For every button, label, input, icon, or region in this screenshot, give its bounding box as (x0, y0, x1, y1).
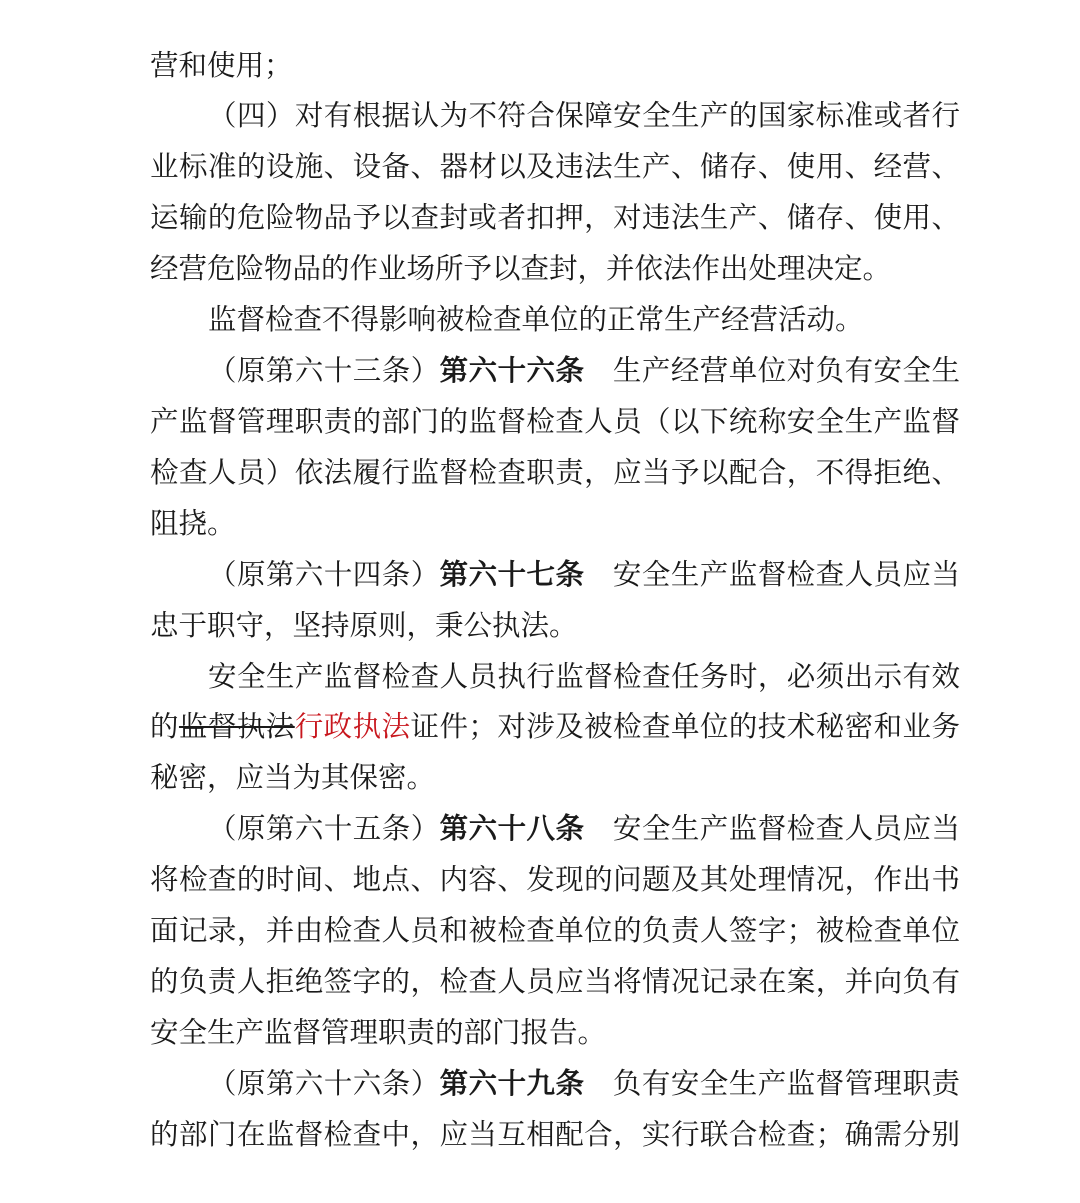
amended-line (150, 707, 960, 747)
article-number: 第六十六条 (439, 354, 585, 387)
deleted-text: 监督执法 (178, 710, 295, 743)
original-article-ref: （原第六十四条） (208, 558, 440, 591)
text-line: 安全生产监督管理职责的部门报告。 (150, 1016, 607, 1049)
article-number: 第六十七条 (439, 558, 585, 591)
original-article-ref: （原第六十六条） (208, 1067, 440, 1100)
text-line: 营和使用； (150, 49, 293, 82)
original-article-ref: （原第六十五条） (208, 812, 440, 845)
text-line: 的负责人拒绝签字的，检查人员应当将情况记录在案，并向负有 (150, 965, 960, 998)
text-segment: 的 (150, 710, 179, 743)
text-line: 安全生产监督检查人员执行监督检查任务时，必须出示有效 (208, 660, 960, 693)
text-line: 阻挠。 (150, 507, 236, 540)
article-text: 生产经营单位对负有安全生 (612, 354, 960, 387)
text-line: 经营危险物品的作业场所予以查封，并依法作出处理决定。 (150, 252, 892, 285)
text-line: 监督检查不得影响被检查单位的正常生产经营活动。 (208, 303, 864, 336)
text-line: 的部门在监督检查中，应当互相配合，实行联合检查；确需分别 (150, 1118, 960, 1151)
article-heading-67 (208, 555, 960, 595)
article-heading-66 (208, 351, 960, 391)
original-article-ref: （原第六十三条） (208, 354, 440, 387)
text-line: 秘密，应当为其保密。 (150, 761, 436, 794)
article-number: 第六十八条 (439, 812, 585, 845)
text-line: 产监督管理职责的部门的监督检查人员（以下统称安全生产监督 (150, 405, 960, 438)
article-heading-68 (208, 809, 960, 849)
text-line: 忠于职守，坚持原则，秉公执法。 (150, 609, 578, 642)
text-line: 检查人员）依法履行监督检查职责，应当予以配合，不得拒绝、 (150, 456, 960, 489)
text-segment: 证件；对涉及被检查单位的技术秘密和业务 (410, 710, 960, 743)
article-number: 第六十九条 (439, 1067, 585, 1100)
text-line: 面记录，并由检查人员和被检查单位的负责人签字；被检查单位 (150, 914, 960, 947)
text-line: （四）对有根据认为不符合保障安全生产的国家标准或者行 (208, 99, 960, 132)
article-text: 负有安全生产监督管理职责 (612, 1067, 960, 1100)
text-line: 将检查的时间、地点、内容、发现的问题及其处理情况，作出书 (150, 863, 960, 896)
inserted-text: 行政执法 (294, 710, 411, 743)
article-heading-69 (208, 1064, 960, 1104)
text-line: 运输的危险物品予以查封或者扣押，对违法生产、储存、使用、 (150, 201, 960, 234)
article-text: 安全生产监督检查人员应当 (612, 558, 960, 591)
article-text: 安全生产监督检查人员应当 (612, 812, 960, 845)
text-line: 业标准的设施、设备、器材以及违法生产、储存、使用、经营、 (150, 150, 960, 183)
